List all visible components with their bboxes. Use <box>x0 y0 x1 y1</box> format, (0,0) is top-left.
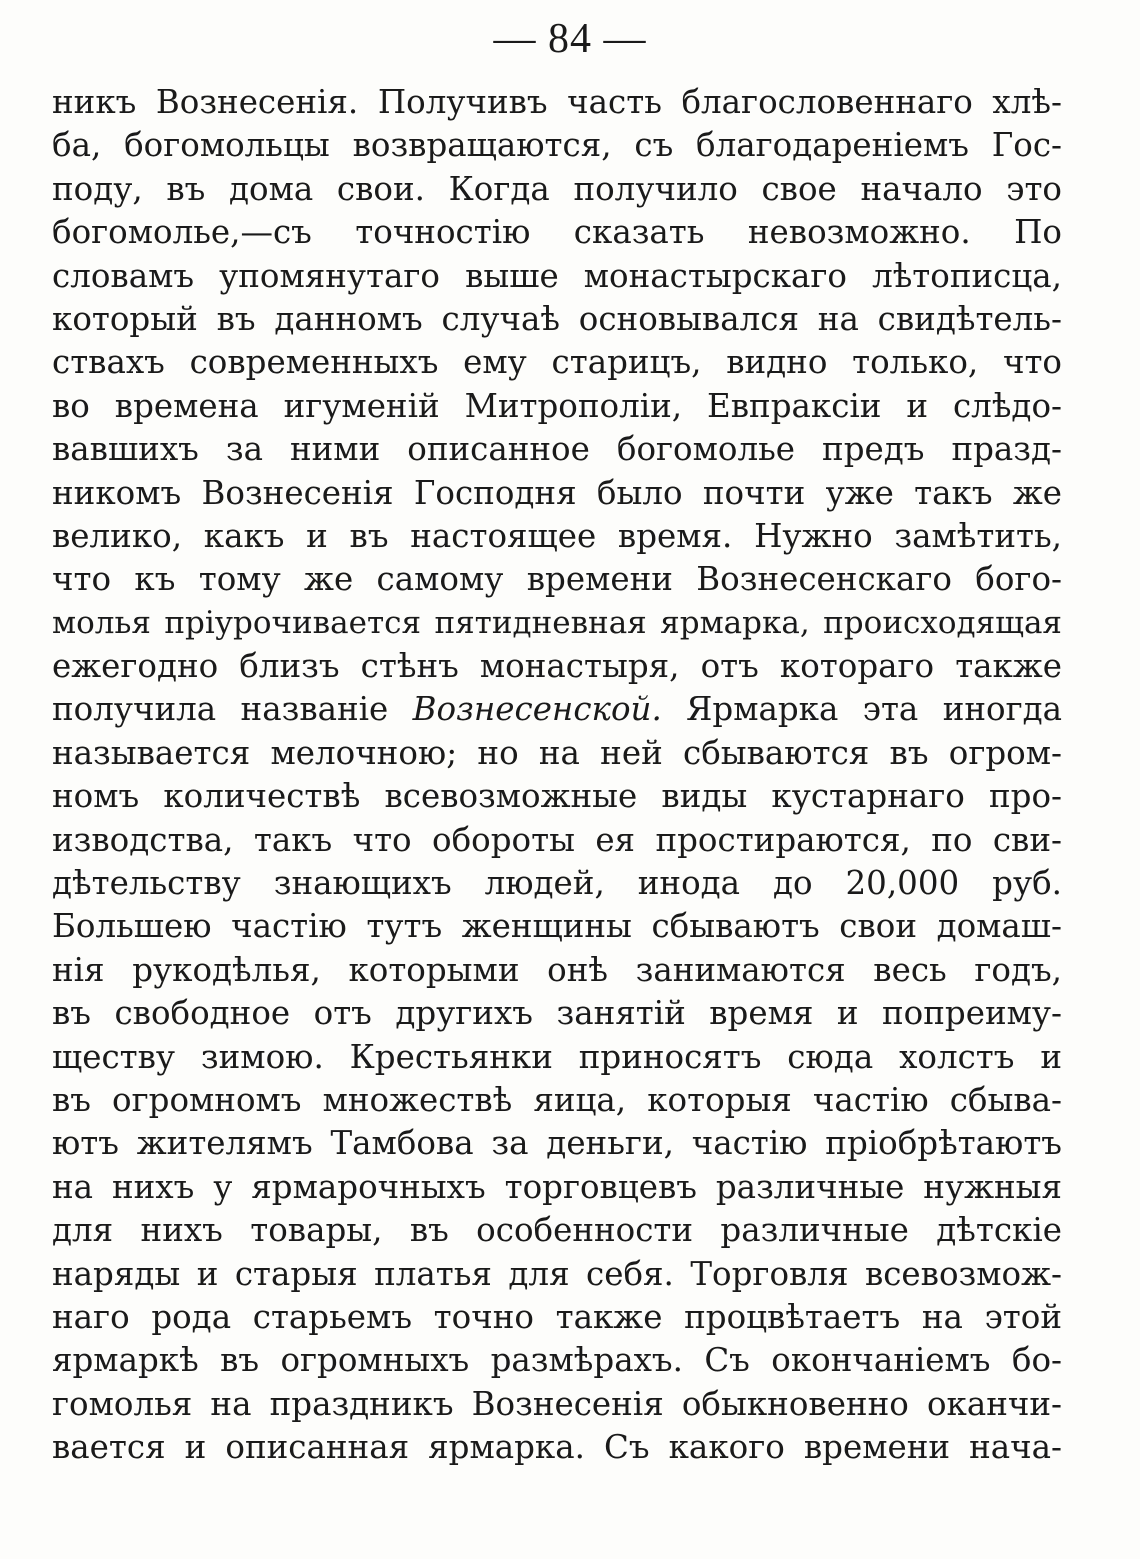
text-line: ярмаркѣ въ огромныхъ размѣрахъ. Съ окончаніемъ бо- <box>52 1341 1062 1380</box>
body-text <box>52 81 1062 1470</box>
text-line: изводства, такъ что обороты ея простираются, по сви- <box>52 820 1062 859</box>
text-line: никъ Вознесенія. Получивъ часть благословеннаго хлѣ- <box>52 83 1062 121</box>
text-line: ежегодно близъ стѣнъ монастыря, отъ котораго также <box>52 647 1062 686</box>
text-line: ютъ жителямъ Тамбова за деньги, частію пріобрѣтаютъ <box>52 1124 1062 1163</box>
text-line: богомолье,—съ точностію сказать невозможно. По <box>52 213 1062 252</box>
text-line: въ огромномъ множествѣ яица, которыя частію сбыва- <box>52 1080 1062 1119</box>
text-line: называется мелочною; но на ней сбываются въ огром- <box>52 733 1062 772</box>
text-line: вавшихъ за ними описанное богомолье предъ празд- <box>52 430 1062 469</box>
text-line: нія рукодѣлья, которыми онѣ занимаются весь годъ, <box>52 950 1062 989</box>
text-line: который въ данномъ случаѣ основывался на свидѣтель- <box>52 299 1062 338</box>
italic-fair-name: Вознесенской. <box>412 690 662 729</box>
text-line: номъ количествѣ всевозможные виды кустарнаго про- <box>52 777 1062 816</box>
text-line-with-italic <box>52 688 1062 731</box>
text-line: дѣтельству знающихъ людей, инода до 20,000 руб. <box>52 864 1062 903</box>
text-line: поду, въ дома свои. Когда получило свое начало это <box>52 169 1062 208</box>
line-text-after: Ярмарка эта иногда <box>661 690 1062 729</box>
text-line: никомъ Вознесенія Господня было почти уже такъ же <box>52 473 1062 512</box>
text-line: въ свободное отъ другихъ занятій время и попреиму- <box>52 994 1062 1033</box>
text-line: вается и описанная ярмарка. Съ какого времени нача- <box>52 1428 1062 1467</box>
text-line: гомолья на праздникъ Вознесенія обыкновенно оканчи- <box>52 1384 1062 1423</box>
text-line: наго рода старьемъ точно также процвѣтаетъ на этой <box>52 1297 1062 1336</box>
text-line: что къ тому же самому времени Вознесенскаго бого- <box>52 560 1062 599</box>
page-number: — 84 — <box>493 16 647 62</box>
text-line: велико, какъ и въ настоящее время. Нужно замѣтить, <box>52 516 1062 555</box>
text-line: ществу зимою. Крестьянки приносятъ сюда холстъ и <box>52 1037 1062 1076</box>
text-line: словамъ упомянутаго выше монастырскаго лѣтописца, <box>52 256 1062 295</box>
text-line: во времена игуменій Митрополіи, Евпраксіи и слѣдо- <box>52 386 1062 425</box>
text-line: для нихъ товары, въ особенности различные дѣтскіе <box>52 1211 1062 1250</box>
text-line: на нихъ у ярмарочныхъ торговцевъ различные нужныя <box>52 1167 1062 1206</box>
text-line: Большею частію тутъ женщины сбываютъ свои домаш- <box>52 907 1062 946</box>
line-text-before: получила названіе <box>52 690 413 729</box>
text-line: ствахъ современныхъ ему старицъ, видно только, что <box>52 343 1062 382</box>
text-line: наряды и старыя платья для себя. Торговля всевозмож- <box>52 1254 1062 1293</box>
text-line: молья пріурочивается пятидневная ярмарка, происходящая <box>52 604 1062 641</box>
text-line: ба, богомольцы возвращаются, съ благодареніемъ Гос- <box>52 126 1062 165</box>
